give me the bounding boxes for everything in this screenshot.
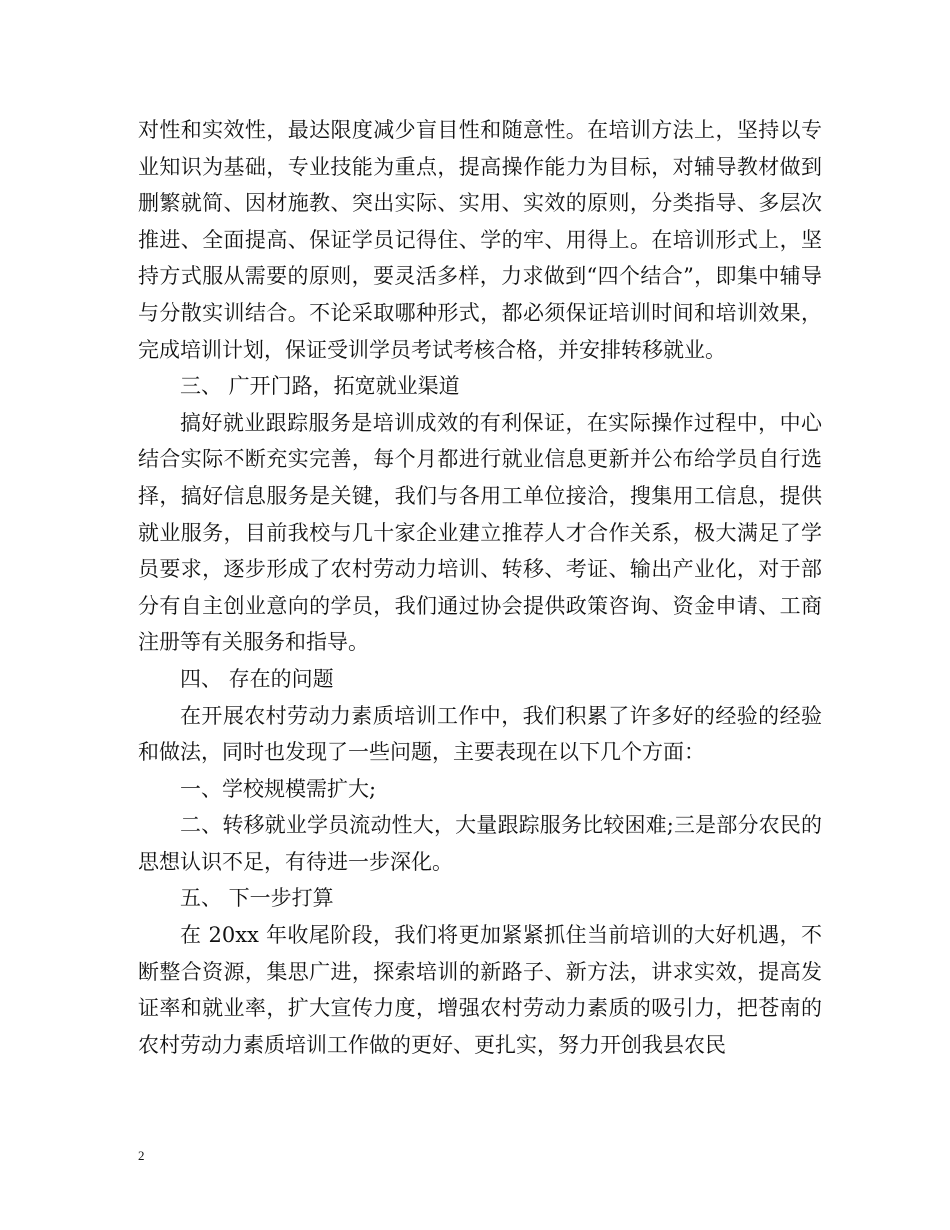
page-number: 2 — [138, 1148, 145, 1163]
paragraph-next-steps: 在 20xx 年收尾阶段，我们将更加紧紧抓住当前培训的大好机遇，不断整合资源，集思广进，探索培训的新路子、新方法，讲求实效，提高发证率和就业率，扩大宣传力度，增强农村劳动力素质的吸引力，把苍南的农村劳动力素质培训工作做的更好、更扎实，努力开创我县农民 — [138, 923, 822, 1057]
list-item-problem-two: 二、转移就业学员流动性大，大量跟踪服务比较困难;三是部分农民的思想认识不足，有待进一步深化。 — [138, 813, 822, 874]
paragraph-training-methods: 对性和实效性，最达限度减少盲目性和随意性。在培训方法上，坚持以专业知识为基础，专业技能为重点，提高操作能力为目标，对辅导教材做到删繁就简、因材施教、突出实际、实用、实效的原则，分类指导、多层次推进、全面提高、保证学员记得住、学的牢、用得上。在培训形式上，坚持方式服从需要的原则，要灵活多样，力求做到“四个结合”，即集中辅导与分散实训结合。不论采取哪种形式，都必须保证培训时间和培训效果，完成培训计划，保证受训学员考试考核合格，并安排转移就业。 — [138, 118, 822, 362]
heading-section-three: 三、 广开门路，拓宽就业渠道 — [180, 374, 460, 399]
heading-section-four: 四、 存在的问题 — [180, 666, 334, 691]
paragraph-problems-intro: 在开展农村劳动力素质培训工作中，我们积累了许多好的经验的经验和做法，同时也发现了一些问题，主要表现在以下几个方面： — [138, 703, 822, 765]
list-item-problem-one: 一、学校规模需扩大; — [180, 776, 377, 801]
paragraph-employment-tracking: 搞好就业跟踪服务是培训成效的有利保证，在实际操作过程中，中心结合实际不断充实完善，每个月都进行就业信息更新并公布给学员自行选择，搞好信息服务是关键，我们与各用工单位接洽，搜集用工信息，提供就业服务，目前我校与几十家企业建立推荐人才合作关系，极大满足了学员要求，逐步形成了农村劳动力培训、转移、考证、输出产业化，对于部分有自主创业意向的学员，我们通过协会提供政策咨询、资金申请、工商注册等有关服务和指导。 — [138, 410, 822, 655]
document-body — [138, 112, 822, 1063]
heading-section-five: 五、 下一步打算 — [180, 886, 334, 911]
